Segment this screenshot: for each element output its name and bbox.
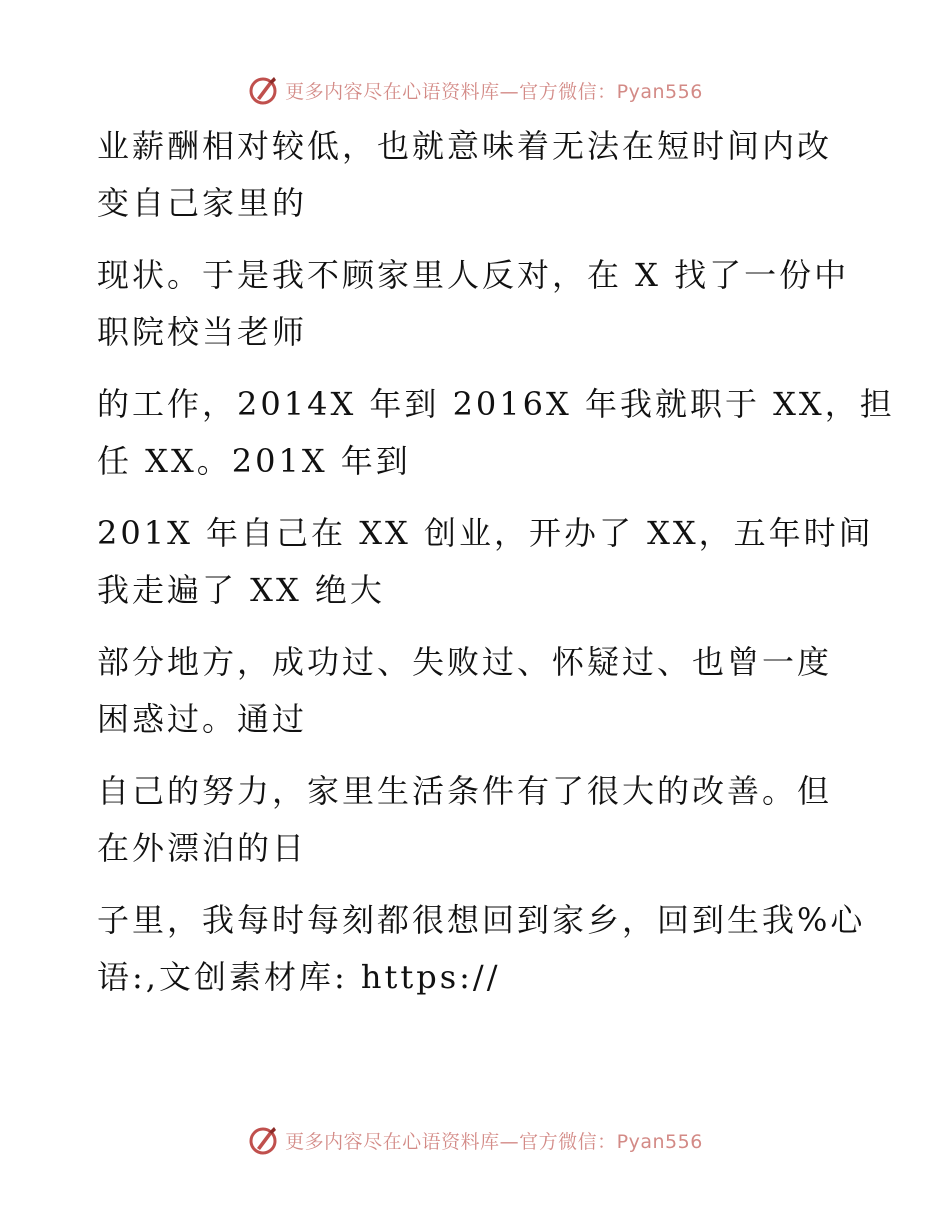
header-watermark (0, 70, 950, 110)
quill-pen-icon (247, 1124, 279, 1156)
text-line: 变自己家里的 (97, 184, 308, 222)
text-line: 任 XX。201X 年到 (97, 442, 411, 480)
text-line: 现状。于是我不顾家里人反对，在 X 找了一份中 (97, 256, 850, 294)
text-line: 的工作，2014X 年到 2016X 年我就职于 XX，担 (97, 385, 895, 423)
text-line: 子里，我每时每刻都很想回到家乡，回到生我%心 (97, 901, 866, 939)
quill-pen-icon (247, 74, 279, 106)
document-body (97, 118, 895, 1006)
text-line: 业薪酬相对较低，也就意味着无法在短时间内改 (97, 127, 833, 165)
footer-watermark (0, 1120, 950, 1160)
text-line: 部分地方，成功过、失败过、怀疑过、也曾一度 (97, 643, 833, 681)
text-line: 201X 年自己在 XX 创业，开办了 XX，五年时间 (97, 514, 874, 552)
footer-watermark-text: 更多内容尽在心语资料库—官方微信：Pyan556 (285, 1130, 703, 1153)
header-watermark-text: 更多内容尽在心语资料库—官方微信：Pyan556 (285, 80, 703, 103)
text-line: 职院校当老师 (97, 313, 308, 351)
text-line: 困惑过。通过 (97, 700, 308, 738)
text-line: 我走遍了 XX 绝大 (97, 571, 385, 609)
text-line: 语:,文创素材库: https:// (97, 958, 501, 996)
text-line: 自己的努力，家里生活条件有了很大的改善。但 (97, 772, 833, 810)
text-line: 在外漂泊的日 (97, 829, 308, 867)
